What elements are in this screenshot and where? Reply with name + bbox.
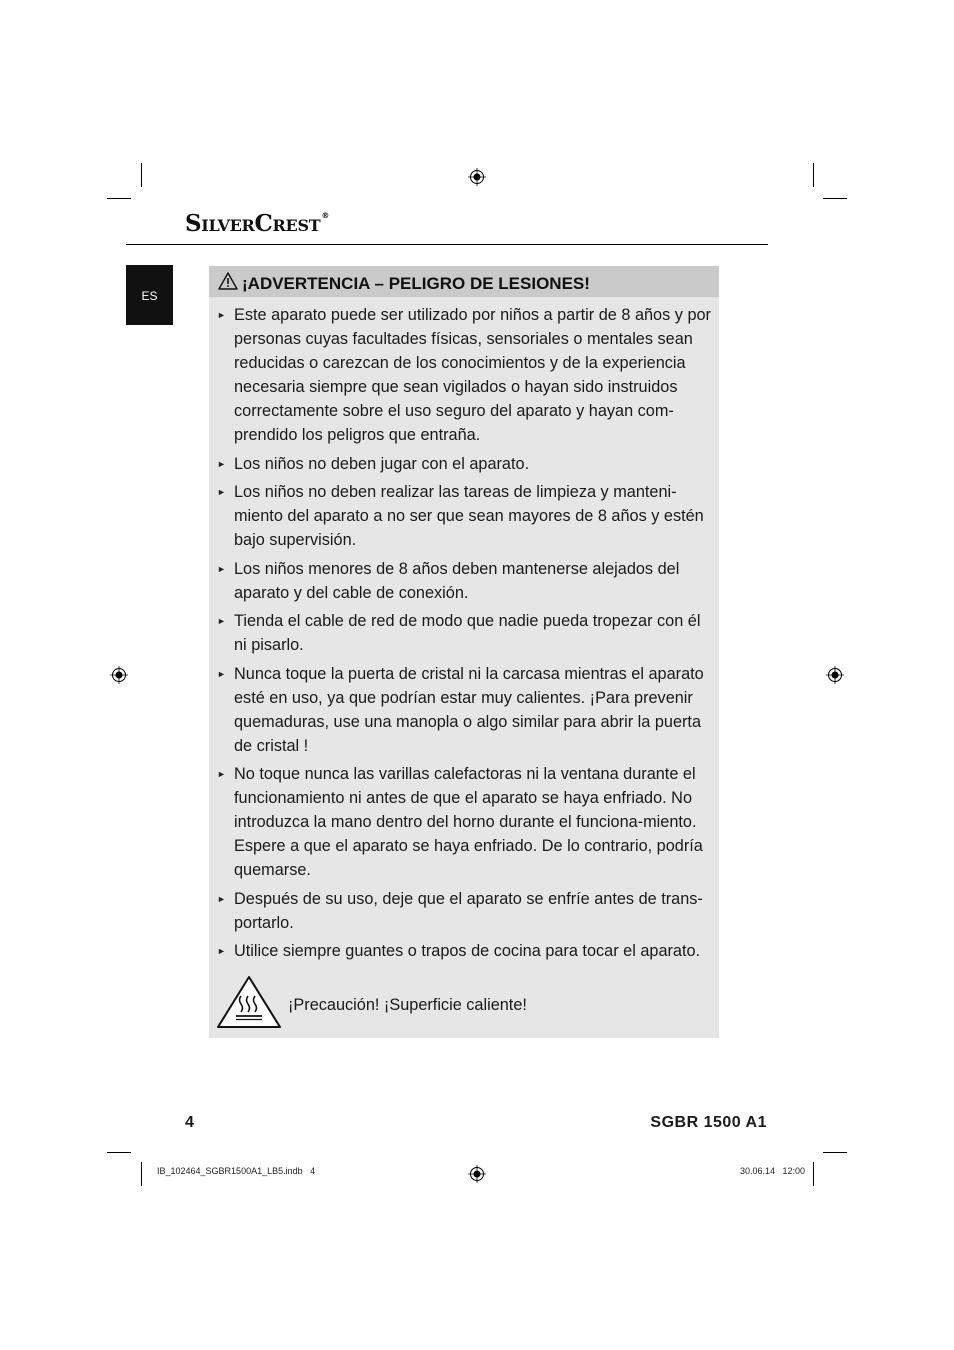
crop-mark bbox=[823, 1152, 847, 1153]
list-item bbox=[209, 762, 719, 882]
list-item bbox=[209, 480, 719, 552]
registration-mark-icon bbox=[468, 168, 486, 186]
print-slug-file: IB_102464_SGBR1500A1_LB5.indb 4 bbox=[157, 1166, 316, 1176]
language-tab bbox=[126, 265, 173, 325]
warning-triangle-icon bbox=[218, 272, 238, 290]
list-item-text: Después de su uso, deje que el aparato se enfríe antes de trans-portarlo. bbox=[234, 889, 703, 932]
warning-list bbox=[209, 303, 719, 968]
list-item bbox=[209, 303, 719, 447]
list-item-text: Tienda el cable de red de modo que nadie pueda tropezar con él ni pisarlo. bbox=[234, 612, 701, 654]
page-number: 4 bbox=[185, 1114, 194, 1131]
crop-mark bbox=[107, 198, 131, 199]
brand-name: SilverCrest bbox=[185, 210, 321, 237]
list-item-text: Utilice siempre guantes o trapos de cocina para tocar el aparato. bbox=[234, 942, 701, 960]
bullet-arrow-icon: ► bbox=[217, 563, 226, 574]
crop-mark bbox=[813, 163, 814, 187]
print-slug-datetime: 30.06.14 12:00 bbox=[739, 1166, 805, 1176]
bullet-arrow-icon: ► bbox=[217, 946, 226, 956]
warning-box bbox=[209, 266, 719, 1038]
bullet-arrow-icon: ► bbox=[217, 893, 226, 904]
brand-registered-mark: ® bbox=[321, 211, 330, 220]
language-tab-label: ES bbox=[141, 289, 158, 303]
bullet-arrow-icon: ► bbox=[217, 668, 226, 679]
list-item bbox=[209, 557, 719, 605]
brand-logo bbox=[185, 212, 329, 235]
bullet-arrow-icon: ► bbox=[217, 310, 226, 320]
list-item bbox=[209, 609, 719, 657]
list-item-text: Nunca toque la puerta de cristal ni la carcasa mientras el aparato esté en uso, ya que podrían estar muy calientes. ¡Para prevenir quemaduras, use una manopla o algo similar para abrir la puerta de cristal ! bbox=[234, 664, 704, 755]
hot-surface-caption: ¡Precaución! ¡Superficie caliente! bbox=[288, 996, 527, 1014]
warning-header bbox=[209, 266, 719, 297]
list-item bbox=[209, 887, 719, 935]
list-item-text: Los niños no deben realizar las tareas de limpieza y manteni-miento del aparato a no ser que sean mayores de 8 años y estén bajo supervisión. bbox=[234, 483, 704, 549]
registration-mark-icon bbox=[826, 666, 844, 684]
crop-mark bbox=[141, 1162, 142, 1186]
crop-mark bbox=[141, 163, 142, 187]
bullet-arrow-icon: ► bbox=[217, 616, 226, 626]
warning-title: ¡ADVERTENCIA – PELIGRO DE LESIONES! bbox=[242, 274, 590, 293]
registration-mark-icon bbox=[110, 666, 128, 684]
crop-mark bbox=[823, 198, 847, 199]
list-item-text: No toque nunca las varillas calefactoras ni la ventana durante el funcionamiento ni antes de que el aparato se haya enfriado. No introduzca la mano dentro del horno durante el funciona-miento. Espere a que el aparato se haya enfriado. De lo contrario, podría quemarse. bbox=[234, 765, 703, 879]
hot-surface-warning-icon bbox=[215, 974, 283, 1030]
list-item bbox=[209, 939, 719, 963]
crop-mark bbox=[813, 1162, 814, 1186]
list-item-text: Este aparato puede ser utilizado por niños a partir de 8 años y por personas cuyas facultades físicas, sensoriales o mentales sean reducidas o carezcan de los conocimientos y de la experiencia necesaria siempre que sean vigilados o hayan sido instruidos correctamente sobre el uso seguro del aparato y hayan com-prendido los peligros que entraña. bbox=[234, 306, 711, 444]
list-item bbox=[209, 662, 719, 758]
registration-mark-icon bbox=[468, 1165, 486, 1183]
model-number: SGBR 1500 A1 bbox=[650, 1114, 767, 1131]
bullet-arrow-icon: ► bbox=[217, 458, 226, 469]
bullet-arrow-icon: ► bbox=[217, 487, 226, 497]
list-item-text: Los niños menores de 8 años deben mantenerse alejados del aparato y del cable de conexión. bbox=[234, 559, 680, 602]
bullet-arrow-icon: ► bbox=[217, 769, 226, 779]
list-item bbox=[209, 452, 719, 476]
crop-mark bbox=[107, 1152, 131, 1153]
list-item-text: Los niños no deben jugar con el aparato. bbox=[234, 454, 530, 473]
header-divider bbox=[126, 244, 768, 245]
